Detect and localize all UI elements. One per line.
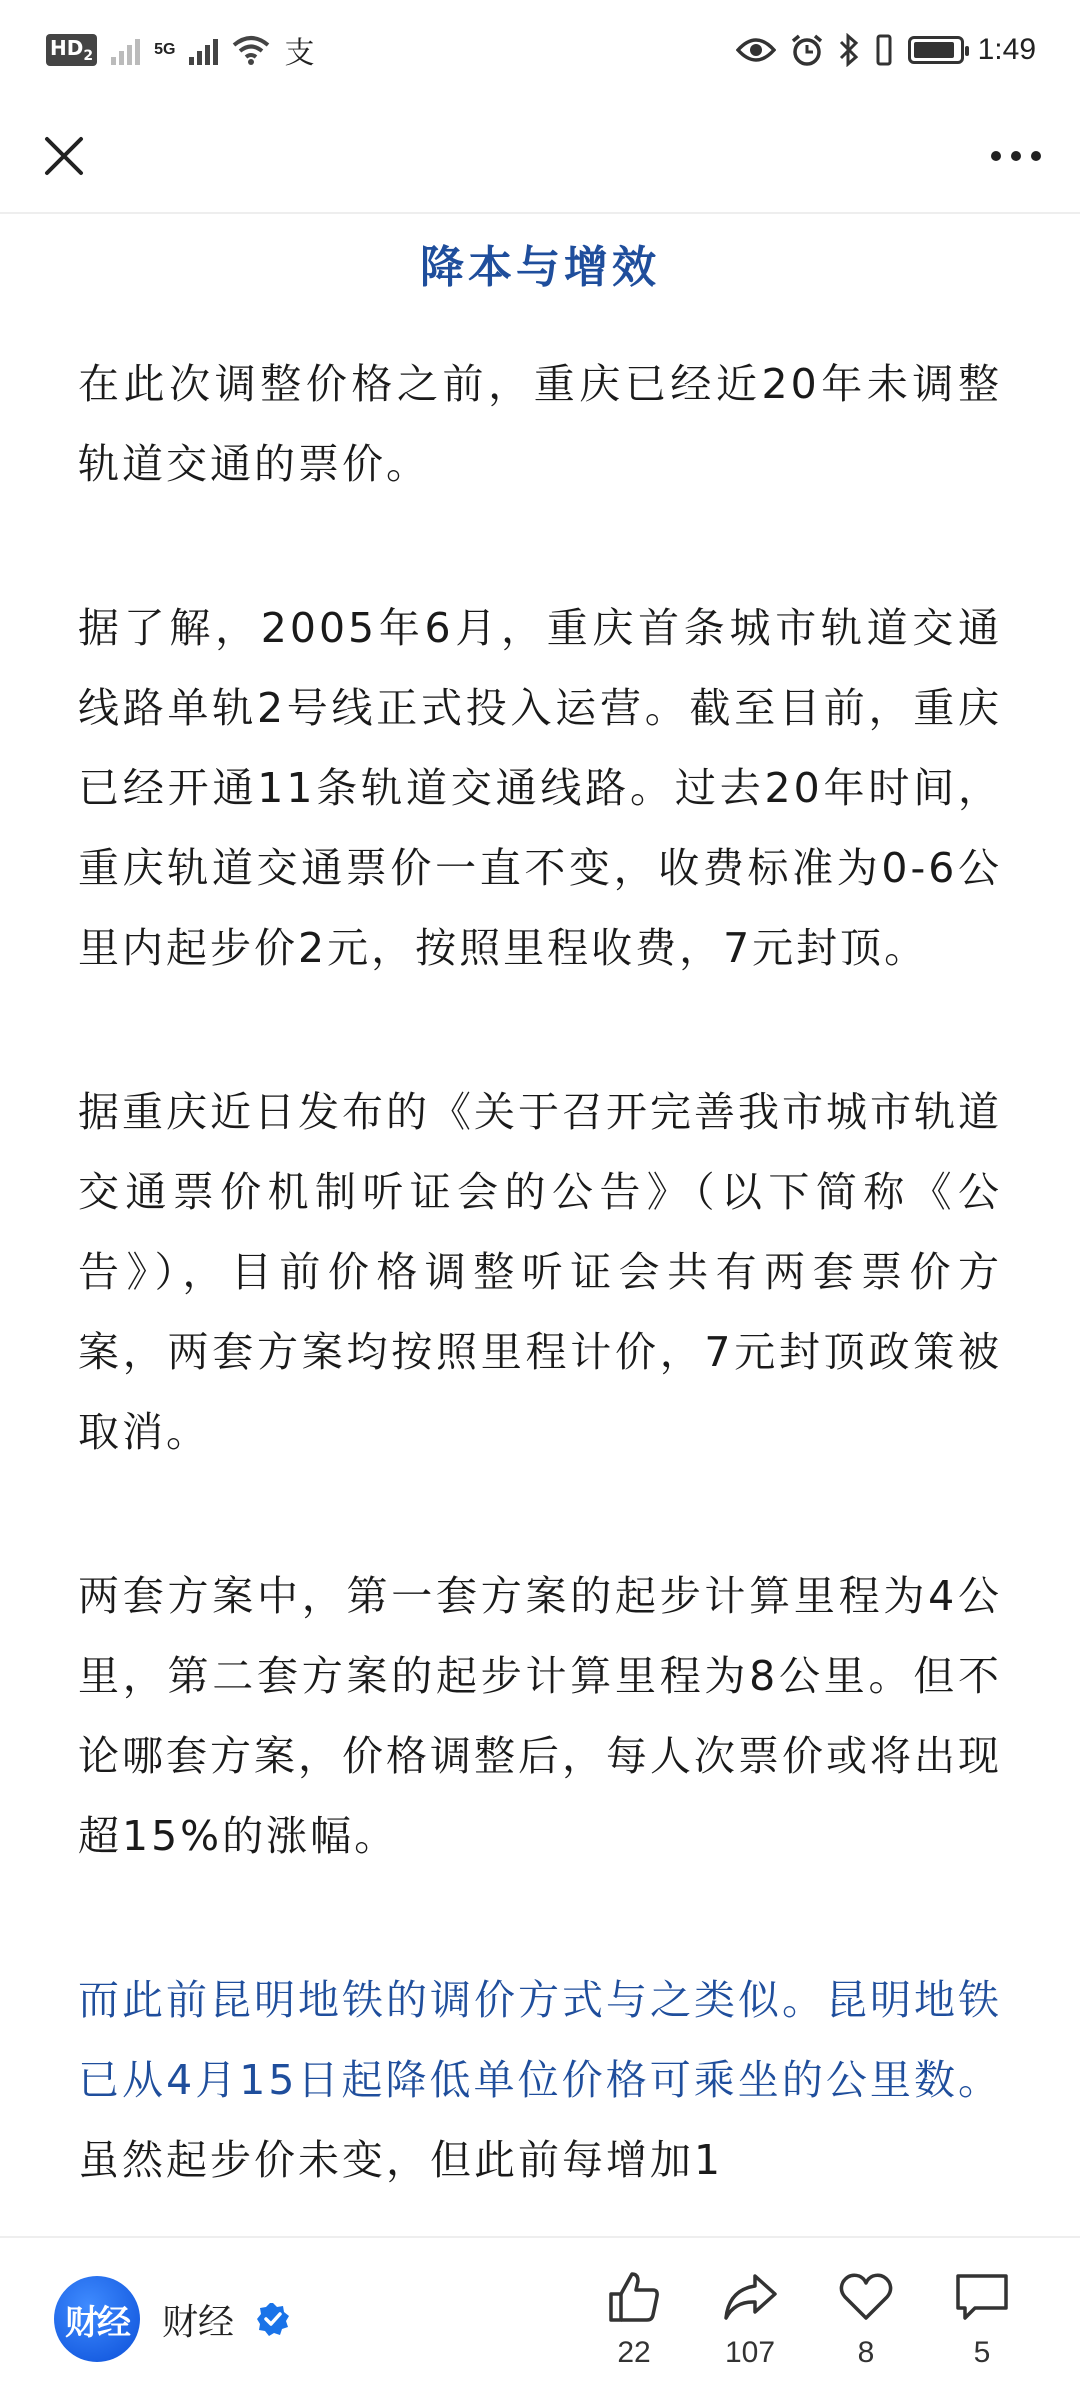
like-button[interactable] <box>576 2268 692 2370</box>
article-paragraph-5 <box>78 1960 1002 2200</box>
status-right <box>736 33 1036 67</box>
hd-sub: 2 <box>83 48 94 64</box>
like-count: 22 <box>617 2336 651 2369</box>
share-count: 107 <box>724 2336 776 2369</box>
favorite-button[interactable] <box>808 2268 924 2370</box>
wifi-icon <box>232 35 270 65</box>
section-title: 降本与增效 <box>420 242 660 293</box>
status-bar <box>0 0 1080 100</box>
hd-badge <box>46 34 97 66</box>
author-name[interactable]: 财经 <box>162 2301 235 2343</box>
signal-icon-sim1 <box>111 35 140 65</box>
article-paragraph-4: 两套方案中，第一套方案的起步计算里程为4公里，第二套方案的起步计算里程为8公里。但不论哪套方案，价格调整后，每人次票价或将出现超15%的涨幅。 <box>78 1572 1002 1860</box>
article-paragraph-1: 在此次调整价格之前，重庆已经近20年未调整轨道交通的票价。 <box>78 360 1002 488</box>
heart-icon <box>837 2268 895 2326</box>
paragraph-continuation: 虽然起步价未变，但此前每增加1 <box>78 2136 724 2184</box>
close-icon <box>44 136 84 176</box>
vibrate-icon <box>874 34 894 66</box>
action-group <box>576 2268 1040 2370</box>
signal-icon-sim2 <box>189 35 218 65</box>
thumbs-up-icon <box>605 2268 663 2326</box>
hd-label: HD <box>50 36 84 60</box>
comment-icon <box>953 2268 1011 2326</box>
top-nav <box>0 100 1080 214</box>
comment-count: 5 <box>973 2336 991 2369</box>
bluetooth-icon <box>838 33 860 67</box>
article-paragraph-3: 据重庆近日发布的《关于召开完善我市城市轨道交通票价机制听证会的公告》（以下简称《公告》），目前价格调整听证会共有两套票价方案，两套方案均按照里程计价，7元封顶政策被取消。 <box>78 1088 1002 1456</box>
close-button[interactable] <box>34 126 94 186</box>
article-body <box>0 214 1080 2236</box>
verified-badge-icon <box>256 2302 290 2336</box>
alarm-icon <box>790 33 824 67</box>
comment-button[interactable] <box>924 2268 1040 2370</box>
more-button[interactable] <box>986 126 1046 186</box>
eye-icon <box>736 36 776 64</box>
author-info[interactable] <box>54 2276 576 2362</box>
alipay-icon: 支 <box>284 37 315 70</box>
share-button[interactable] <box>692 2268 808 2370</box>
battery-icon <box>908 36 964 64</box>
status-left <box>46 28 314 72</box>
highlighted-text: 而此前昆明地铁的调价方式与之类似。昆明地铁已从4月15日起降低单位价格可乘坐的公里数。 <box>78 1976 1002 2104</box>
share-icon <box>721 2268 779 2326</box>
network-type: 5G <box>154 41 176 58</box>
avatar[interactable]: 财经 <box>54 2276 140 2362</box>
favorite-count: 8 <box>857 2336 875 2369</box>
article-paragraph-2: 据了解，2005年6月，重庆首条城市轨道交通线路单轨2号线正式投入运营。截至目前，重庆已经开通11条轨道交通线路。过去20年时间，重庆轨道交通票价一直不变，收费标准为0-6公里内起步价2元，按照里程收费，7元封顶。 <box>78 604 1002 972</box>
clock: 1:49 <box>977 33 1036 66</box>
more-icon <box>990 150 1042 162</box>
bottom-action-bar <box>0 2236 1080 2400</box>
